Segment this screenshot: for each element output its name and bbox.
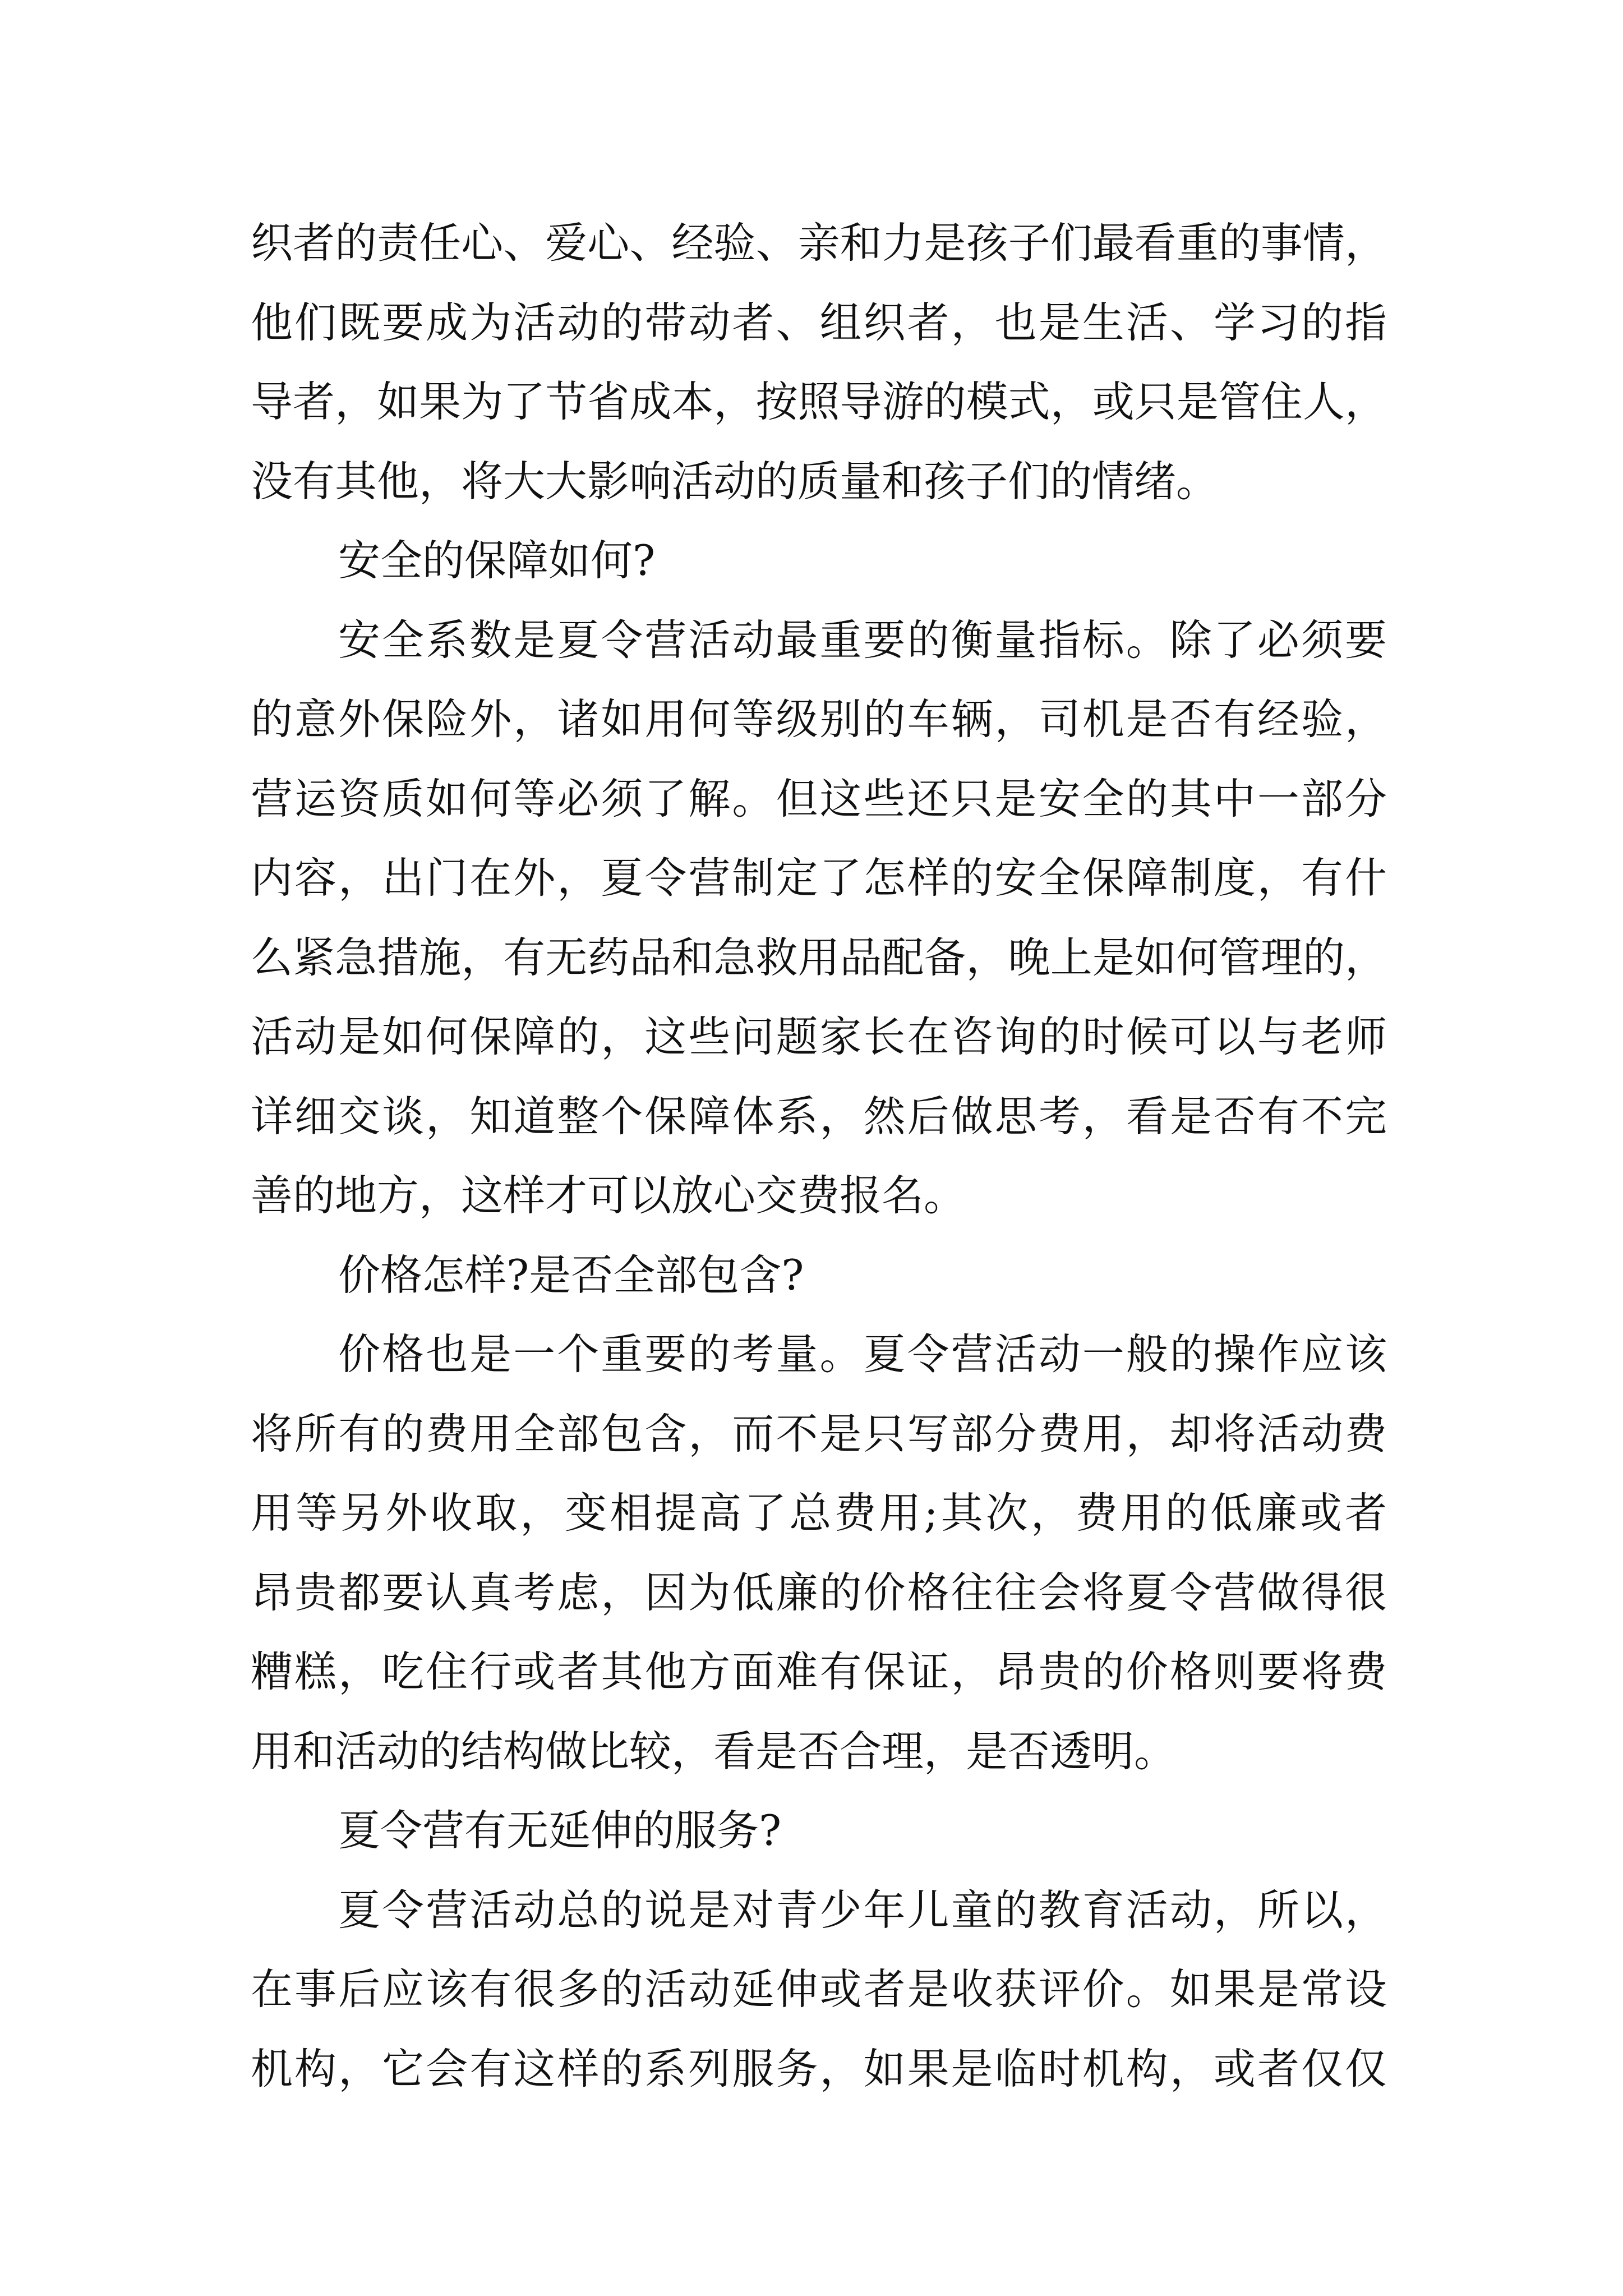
text-line: 善的地方，这样才可以放心交费报名。	[251, 1171, 966, 1220]
text-line: 活动是如何保障的，这些问题家长在咨询的时候可以与老师	[251, 1012, 1387, 1061]
text-line: 在事后应该有很多的活动延伸或者是收获评价。如果是常设	[251, 1964, 1387, 2014]
question-line: 安全的保障如何?	[338, 536, 656, 585]
section-question	[251, 1791, 1387, 1871]
question-line: 价格怎样?是否全部包含?	[338, 1250, 804, 1300]
text-line: 营运资质如何等必须了解。但这些还只是安全的其中一部分	[251, 774, 1387, 823]
text-line: 安全系数是夏令营活动最重要的衡量指标。除了必须要	[338, 615, 1387, 665]
question-line: 夏令营有无延伸的服务?	[338, 1806, 782, 1855]
paragraph	[251, 204, 1387, 521]
text-line: 他们既要成为活动的带动者、组织者，也是生活、学习的指	[251, 297, 1387, 347]
text-line: 糟糕，吃住行或者其他方面难有保证，昂贵的价格则要将费	[251, 1647, 1387, 1696]
text-line: 么紧急措施，有无药品和急救用品配备，晚上是如何管理的，	[251, 932, 1387, 982]
paragraph	[251, 1315, 1387, 1791]
text-line: 用和活动的结构做比较，看是否合理，是否透明。	[251, 1726, 1177, 1776]
text-line: 价格也是一个重要的考量。夏令营活动一般的操作应该	[338, 1329, 1387, 1379]
text-line: 将所有的费用全部包含，而不是只写部分费用，却将活动费	[251, 1409, 1387, 1458]
text-line: 机构，它会有这样的系列服务，如果是临时机构，或者仅仅	[251, 2044, 1387, 2093]
text-line: 内容，出门在外，夏令营制定了怎样的安全保障制度，有什	[251, 853, 1387, 903]
text-line: 详细交谈，知道整个保障体系，然后做思考，看是否有不完	[251, 1091, 1387, 1141]
section-question	[251, 1236, 1387, 1315]
text-line: 导者，如果为了节省成本，按照导游的模式，或只是管住人，	[251, 377, 1387, 426]
text-line: 用等另外收取，变相提高了总费用;其次，费用的低廉或者	[251, 1488, 1387, 1538]
paragraph	[251, 1871, 1387, 2109]
section-question	[251, 521, 1387, 601]
text-line: 没有其他，将大大影响活动的质量和孩子们的情绪。	[251, 456, 1219, 506]
text-line: 的意外保险外，诸如用何等级别的车辆，司机是否有经验，	[251, 694, 1387, 744]
paragraph	[251, 601, 1387, 1236]
text-line: 织者的责任心、爱心、经验、亲和力是孩子们最看重的事情，	[251, 218, 1387, 268]
text-line: 夏令营活动总的说是对青少年儿童的教育活动，所以，	[338, 1885, 1387, 1935]
document-body	[251, 204, 1387, 2109]
text-line: 昂贵都要认真考虑，因为低廉的价格往往会将夏令营做得很	[251, 1567, 1387, 1617]
